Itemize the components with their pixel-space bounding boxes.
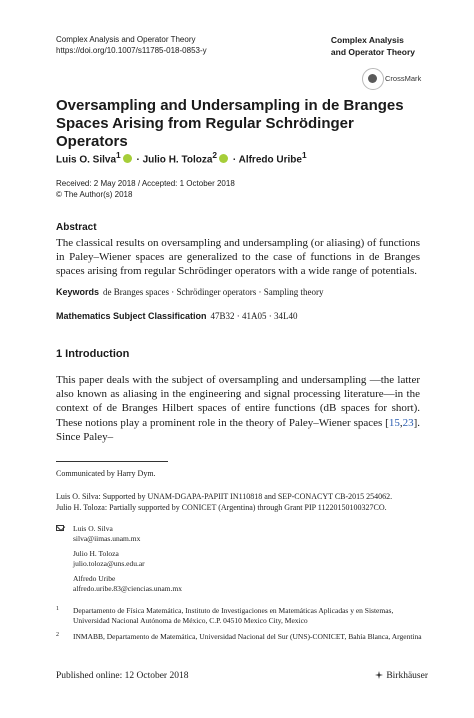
msc-label: Mathematics Subject Classification xyxy=(56,311,207,321)
affiliation-text: INMABB, Departamento de Matemática, Universidad Nacional del Sur (UNS)-CONICET, Bahía Blanca, Argentina xyxy=(73,632,422,641)
doi-link[interactable]: https://doi.org/10.1007/s11785-018-0853-y xyxy=(56,46,207,55)
orcid-icon[interactable] xyxy=(123,154,132,163)
author-name[interactable]: Alfredo Uribe xyxy=(238,154,302,166)
copyright-line: © The Author(s) 2018 xyxy=(56,190,133,199)
introduction-text xyxy=(56,373,420,444)
contact-name: Luis O. Silva xyxy=(73,524,113,533)
affiliation-number: 1 xyxy=(56,606,59,612)
contact-email[interactable]: silva@iimas.unam.mx xyxy=(73,533,141,543)
affiliation xyxy=(56,632,426,654)
author-list xyxy=(56,150,307,165)
contact-entry xyxy=(73,549,323,569)
received-accepted: Received: 2 May 2018 / Accepted: 1 October 2018 xyxy=(56,179,235,188)
author-affil-mark: 2 xyxy=(212,150,218,160)
contact-email[interactable]: alfredo.uribe.83@ciencias.unam.mx xyxy=(73,583,182,593)
section-heading: 1 Introduction xyxy=(56,348,130,360)
funding-silva: Luis O. Silva: Supported by UNAM-DGAPA-PAPIIT IN110818 and SEP-CONACYT CB-2015 254062. xyxy=(56,492,393,501)
citation-separator: , xyxy=(399,416,403,429)
crossmark-icon xyxy=(362,68,384,90)
contact-email[interactable]: julio.toloza@uns.edu.ar xyxy=(73,558,145,568)
author-affil-mark: 1 xyxy=(301,150,307,160)
citation-link[interactable]: 15 xyxy=(388,416,400,429)
published-online: Published online: 12 October 2018 xyxy=(56,671,189,681)
funding-toloza: Julio H. Toloza: Partially supported by CONICET (Argentina) through Grant PIP 11220150100327CO. xyxy=(56,503,387,512)
affiliation xyxy=(56,606,426,628)
birkhauser-logo-icon xyxy=(375,671,383,679)
contact-block xyxy=(56,524,356,604)
contact-entry xyxy=(73,574,323,594)
author-name[interactable]: Luis O. Silva xyxy=(56,154,117,166)
publisher xyxy=(375,671,428,681)
contact-entry xyxy=(73,524,323,544)
journal-header xyxy=(56,34,207,56)
keywords-line xyxy=(56,287,426,297)
contact-name: Alfredo Uribe xyxy=(73,574,116,583)
intro-body-tail: ]. Since Paley– xyxy=(56,416,420,443)
journal-name: Complex Analysis and Operator Theory xyxy=(56,35,196,44)
journal-title-line2: and Operator Theory xyxy=(330,47,415,57)
citation-link[interactable]: 23 xyxy=(402,416,414,429)
crossmark-label: CrossMark xyxy=(385,74,422,83)
abstract-text: The classical results on oversampling and undersampling (or aliasing) of functions in Paley–Wiener spaces are generalized to the case of functions in de Branges spaces arising from regular Schrödinger operators with a wide range of potentials. xyxy=(56,237,420,277)
paper-title: Oversampling and Undersampling in de Branges Spaces Arising from Regular Schrödinger Operators xyxy=(56,97,404,150)
author-affil-mark: 1 xyxy=(116,150,121,160)
communicated-by: Communicated by Harry Dym. xyxy=(56,469,156,478)
contact-name: Julio H. Toloza xyxy=(73,549,119,558)
footnote-divider xyxy=(56,461,168,462)
publisher-name: Birkhäuser xyxy=(386,671,428,681)
author-separator: · xyxy=(232,154,237,166)
msc-line xyxy=(56,311,426,321)
intro-body: This paper deals with the subject of oversampling and undersampling —the latter also known as aliasing in the engineering and signal processing literature—in the context of de Branges Hilbert spaces of entire functions (dB spaces for short). These notions play a prominent role in the theory of Paley–Wiener spaces [ xyxy=(56,374,420,429)
envelope-icon xyxy=(56,525,64,531)
msc-codes: 47B32 · 41A05 · 34L40 xyxy=(210,311,298,321)
keywords-text: de Branges spaces · Schrödinger operators · Sampling theory xyxy=(103,287,324,297)
journal-title-line1: Complex Analysis xyxy=(330,35,404,45)
orcid-icon[interactable] xyxy=(219,154,228,163)
funding-notes xyxy=(56,491,426,513)
author-name[interactable]: Julio H. Toloza xyxy=(142,154,213,166)
abstract-heading: Abstract xyxy=(56,222,97,233)
article-dates xyxy=(56,178,235,200)
author-separator: · xyxy=(136,154,140,166)
affiliation-text: Departamento de Física Matemática, Instituto de Investigaciones en Matemáticas Aplicadas y en Sistemas, Universidad Nacional Autónoma de México, C.P. 04510 Mexico City, Mexico xyxy=(73,606,394,625)
affiliation-number: 2 xyxy=(56,632,59,638)
journal-header-right xyxy=(331,34,415,58)
crossmark-badge[interactable] xyxy=(362,68,428,94)
keywords-label: Keywords xyxy=(56,287,100,297)
